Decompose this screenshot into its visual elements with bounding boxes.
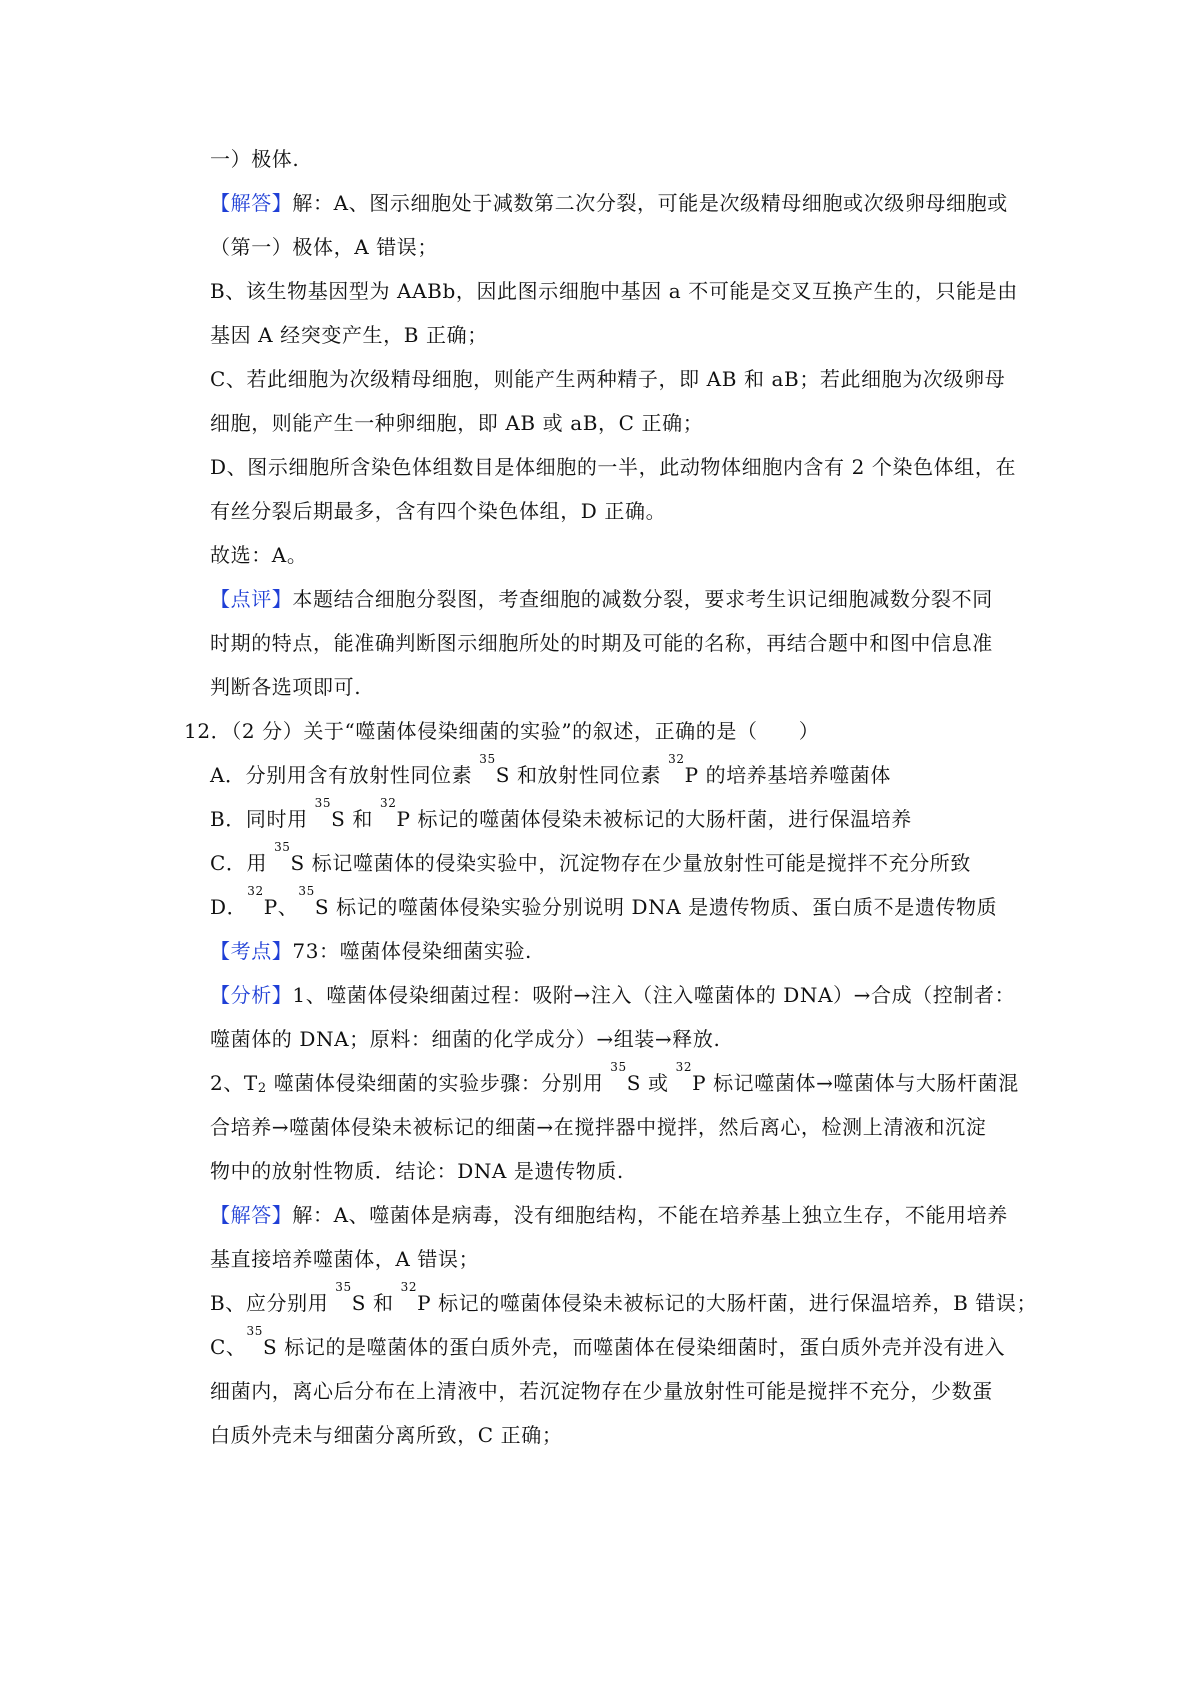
text-line bbox=[210, 1280, 1038, 1316]
text-span: B．同时用 bbox=[210, 807, 315, 831]
text-span: D、图示细胞所含染色体组数目是体细胞的一半，此动物体细胞内含有 2 个染色体组，在 bbox=[210, 455, 1017, 479]
text-span: P 标记的噬菌体侵染未被标记的大肠杆菌，进行保温培养 bbox=[396, 807, 912, 831]
text-span: A．分别用含有放射性同位素 bbox=[210, 763, 480, 787]
text-span: 噬菌体的 DNA；原料：细菌的化学成分）→组装→释放. bbox=[210, 1027, 721, 1051]
text-span: S 和放射性同位素 bbox=[495, 763, 669, 787]
analysis-line bbox=[210, 982, 1015, 1008]
text-span: 一）极体. bbox=[210, 147, 300, 171]
text-line bbox=[210, 1060, 1019, 1096]
text-span: 基因 A 经突变产生，B 正确； bbox=[210, 323, 488, 347]
text-line bbox=[210, 322, 488, 348]
text-span: 解：A、噬菌体是病毒，没有细胞结构，不能在培养基上独立生存，不能用培养 bbox=[292, 1203, 1008, 1227]
isotope-superscript: 32 bbox=[675, 1060, 693, 1074]
comment-line bbox=[210, 586, 993, 612]
text-span: P 的培养基培养噬菌体 bbox=[684, 763, 892, 787]
text-line bbox=[210, 1114, 986, 1140]
text-line bbox=[210, 278, 1018, 304]
isotope-superscript: 35 bbox=[274, 840, 291, 854]
option-c bbox=[210, 840, 972, 876]
text-span: 2、T bbox=[210, 1071, 258, 1095]
text-line bbox=[210, 234, 438, 260]
text-line bbox=[210, 1324, 1006, 1360]
text-span: C、若此细胞为次级精母细胞，则能产生两种精子，即 AB 和 aB；若此细胞为次级卵母 bbox=[210, 367, 1006, 391]
text-line bbox=[210, 542, 307, 568]
isotope-superscript: 32 bbox=[247, 884, 264, 898]
text-span: 本题结合细胞分裂图，考查细胞的减数分裂，要求考生识记细胞减数分裂不同 bbox=[292, 587, 993, 611]
answer-line bbox=[210, 1202, 1008, 1228]
text-line bbox=[210, 1422, 562, 1448]
text-span: 判断各选项即可. bbox=[210, 675, 362, 699]
text-line bbox=[210, 630, 993, 656]
text-span: S 标记的噬菌体侵染实验分别说明 DNA 是遗传物质、蛋白质不是遗传物质 bbox=[314, 895, 998, 919]
text-span: B、应分别用 bbox=[210, 1291, 336, 1315]
answer-tag: 【解答】 bbox=[210, 1203, 293, 1227]
text-span: P 标记噬菌体→噬菌体与大肠杆菌混 bbox=[692, 1071, 1019, 1095]
subscript: 2 bbox=[257, 1081, 267, 1096]
text-span: B、该生物基因型为 AABb，因此图示细胞中基因 a 不可能是交叉互换产生的，只能是由 bbox=[210, 279, 1018, 303]
text-span: C、 bbox=[210, 1335, 247, 1359]
text-span: P 标记的噬菌体侵染未被标记的大肠杆菌，进行保温培养，B 错误； bbox=[417, 1291, 1038, 1315]
text-line bbox=[210, 1246, 479, 1272]
isotope-superscript: 35 bbox=[298, 884, 315, 898]
text-span: P、 bbox=[263, 895, 299, 919]
text-span: 细菌内，离心后分布在上清液中，若沉淀物存在少量放射性可能是搅拌不充分，少数蛋 bbox=[210, 1379, 993, 1403]
text-span: S 和 bbox=[331, 807, 380, 831]
text-span: 解：A、图示细胞处于减数第二次分裂，可能是次级精母细胞或次级卵母细胞或 bbox=[292, 191, 1008, 215]
question-stem bbox=[184, 718, 819, 744]
exam-point-tag: 【考点】 bbox=[210, 939, 293, 963]
text-span: S 和 bbox=[351, 1291, 401, 1315]
text-line bbox=[210, 1158, 624, 1184]
option-b bbox=[210, 796, 912, 832]
isotope-superscript: 32 bbox=[400, 1280, 418, 1294]
text-span: 白质外壳未与细菌分离所致，C 正确； bbox=[210, 1423, 563, 1447]
isotope-superscript: 35 bbox=[335, 1280, 352, 1294]
text-line bbox=[210, 498, 666, 524]
isotope-superscript: 35 bbox=[610, 1060, 627, 1074]
text-line bbox=[210, 1026, 720, 1052]
text-span: 有丝分裂后期最多，含有四个染色体组，D 正确。 bbox=[210, 499, 667, 523]
isotope-superscript: 35 bbox=[479, 752, 496, 766]
text-line bbox=[210, 410, 703, 436]
option-a bbox=[210, 752, 892, 788]
option-d bbox=[210, 884, 998, 920]
comment-tag: 【点评】 bbox=[210, 587, 293, 611]
text-span: S 标记噬菌体的侵染实验中，沉淀物存在少量放射性可能是搅拌不充分所致 bbox=[290, 851, 972, 875]
text-span: 12．（2 分）关于“噬菌体侵染细菌的实验”的叙述，正确的是（ ） bbox=[184, 719, 820, 743]
text-span: 细胞，则能产生一种卵细胞，即 AB 或 aB，C 正确； bbox=[210, 411, 704, 435]
text-line bbox=[210, 1378, 993, 1404]
answer-tag: 【解答】 bbox=[210, 191, 293, 215]
text-span: 噬菌体侵染细菌的实验步骤：分别用 bbox=[266, 1071, 611, 1095]
text-line bbox=[210, 366, 1005, 392]
isotope-superscript: 35 bbox=[246, 1324, 263, 1338]
exam-point-line bbox=[210, 938, 532, 964]
answer-line bbox=[210, 190, 1008, 216]
text-span: S 或 bbox=[626, 1071, 676, 1095]
text-span: C．用 bbox=[210, 851, 275, 875]
text-span: 73：噬菌体侵染细菌实验. bbox=[292, 939, 533, 963]
isotope-superscript: 35 bbox=[314, 796, 332, 810]
text-line bbox=[210, 674, 361, 700]
analysis-tag: 【分析】 bbox=[210, 983, 293, 1007]
text-span: D． bbox=[210, 895, 248, 919]
text-line bbox=[210, 146, 299, 172]
text-span: 故选：A。 bbox=[210, 543, 308, 567]
text-span: 时期的特点，能准确判断图示细胞所处的时期及可能的名称，再结合题中和图中信息准 bbox=[210, 631, 993, 655]
text-span: 1、噬菌体侵染细菌过程：吸附→注入（注入噬菌体的 DNA）→合成（控制者： bbox=[292, 983, 1016, 1007]
isotope-superscript: 32 bbox=[379, 796, 397, 810]
text-span: （第一）极体，A 错误； bbox=[210, 235, 439, 259]
text-span: 物中的放射性物质．结论：DNA 是遗传物质. bbox=[210, 1159, 624, 1183]
text-span: S 标记的是噬菌体的蛋白质外壳，而噬菌体在侵染细菌时，蛋白质外壳并没有进入 bbox=[263, 1335, 1006, 1359]
text-line bbox=[210, 454, 1016, 480]
text-span: 合培养→噬菌体侵染未被标记的细菌→在搅拌器中搅拌，然后离心，检测上清液和沉淀 bbox=[210, 1115, 987, 1139]
isotope-superscript: 32 bbox=[668, 752, 685, 766]
text-span: 基直接培养噬菌体，A 错误； bbox=[210, 1247, 480, 1271]
